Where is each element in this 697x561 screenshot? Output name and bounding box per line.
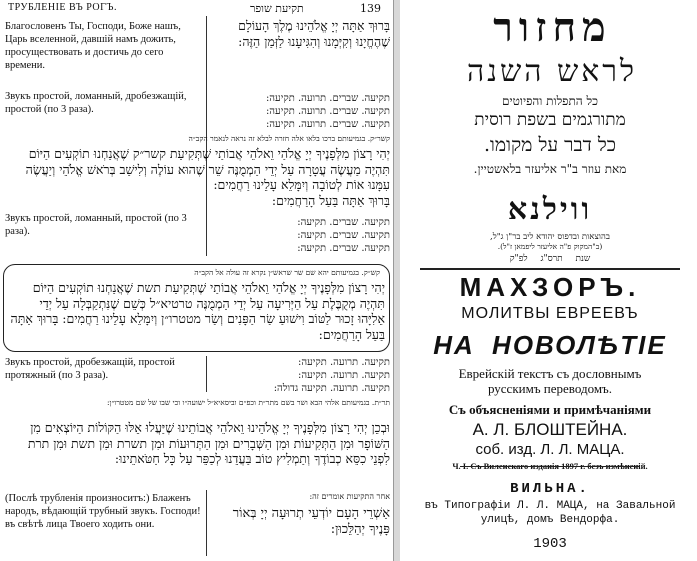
publisher-russian: соб. изд. Л. Л. МАЦА. <box>475 441 625 458</box>
kabbalistic-note-2: קש״ק. בגמיעותם יהא שם שר שראש״ן נקרא זה עולה אל הקב״ה <box>194 268 380 277</box>
hebrew-subtitle: לראש השנה <box>466 54 638 89</box>
sound-instruction-3: Звукъ простой, дробезжащій, простой протяжный (по 3 раза). <box>5 357 175 381</box>
sound-row: תקיעה. שברים. תרועה. תקיעה: <box>265 106 390 117</box>
imprint-line: улицѣ, домъ Вендорфа. <box>480 514 620 526</box>
divider-rule <box>420 268 680 270</box>
kabbalistic-note-3: תר״ת. בגמיעותם אלהי הבא ושר בשם מתר״ת וכפ״ם וביסאיא״ל ישועה״ו וכי שבו של שם מטטרו״ן: <box>107 398 390 407</box>
sound-row: תקיעה. תרועה. תקיעה גדולה: <box>273 383 390 394</box>
book-gutter <box>393 0 400 561</box>
sound-instruction-1: Звукъ простой, ломанный, дробезжащій, простой (по 3 раза). <box>5 91 187 115</box>
russian-holiday-line <box>410 330 690 361</box>
sound-row: תקיעה. שברים. תרועה. תקיעה: <box>265 93 390 104</box>
city-hebrew: ווילנא <box>507 192 593 227</box>
author-line-hebrew: מאת עוזר ב"ר אליעזר בלאשטיין. <box>473 162 627 176</box>
sound-row: תקיעה. שברים. תקיעה: <box>297 230 390 241</box>
sound-row: תקיעה. תרועה. תקיעה: <box>297 370 390 381</box>
russian-line: русскимъ переводомъ. <box>487 381 613 396</box>
divider-rule <box>460 466 640 467</box>
hebrew-running-head: תקיעת שופר <box>250 2 304 15</box>
blessing-hebrew: בָּרוּךְ אַתָּה יְיָ אֱלֹהֵינוּ מֶלֶךְ הָעוֹלָם שֶׁהֶחֱיָנוּ וְקִיְּמָנוּ וְהִגִּיעָנוּ לַזְּמַן הַזֶּה: <box>238 18 390 49</box>
sound-row: תקיעה. שברים. תקיעה: <box>297 243 390 254</box>
sound-instruction-2: Звукъ простой, ломанный, простой (по 3 раза). <box>5 213 187 237</box>
author-russian: А. Л. БЛОШТЕЙНА. <box>472 420 628 439</box>
printer-note-hebrew: (ב"המקוק פ"ה אליעזר ליפמאן ז"ל). <box>497 242 603 251</box>
prayer-2: יְהִי רָצוֹן מִלְּפָנֶיךָ יְיָ אֱלֹהַי וֵאלֹהֵי אֲבוֹתַי שֶׁתְּקִיעַת תשת שֶׁאֲנַחְנוּ תוֹקְעִים הַיּוֹם תִּהְיֶה מְקֻבֶּלֶת עַל הַיְּרִיעָה עַל יְדֵי הַמְמֻנֶּה טרטיא״ל כְּשֵׁם שֶׁנִּתְקַבְּלָה עַל יְדֵי אֵלִיָּהוּ זָכוּר לַטּוֹב וִישׁוּעַ שַׂר הַפָּנִים וְשַׂר מטטרו״ן וְיִמָּלֵא עָלֵינוּ רַחֲמִים: בָּרוּךְ אַתָּה בַּעַל הָרַחֲמִים: <box>10 280 385 342</box>
sound-row: תקיעה. שברים. תקיעה: <box>297 217 390 228</box>
year-hebrew: שנת תרס"ג לפ"ק <box>509 254 591 264</box>
column-divider <box>206 490 207 556</box>
russian-line: Съ объясненіями и примѣчаніями <box>448 402 652 417</box>
imprint-line: въ Типографіи Л. Л. МАЦА, на Завальной <box>424 500 676 512</box>
edition-line: Ч. I. Съ Виленскаго изданія 1897 г. безъ измѣненій. <box>452 461 648 471</box>
russian-title: МАХЗОРЪ. <box>459 272 641 302</box>
page-number: 139 <box>360 2 381 15</box>
prayer-3: וּבְכֵן יְהִי רָצוֹן מִלְּפָנֶיךָ יְיָ אֱלֹהֵינוּ וֵאלֹהֵי אֲבוֹתֵינוּ שֶׁיַּעֲלוּ אֵלּוּ הַקּוֹלוֹת הַיּוֹצְאִים מִן הַשּׁוֹפָר וּמִן הַתְּקִיעוֹת וּמִן הַשְּׁבָרִים וּמִן הַתְּרוּעוֹת וּמִן תשרת וּמִן תשת וּמִן תרת לִפְנֵי כִסֵּא כְבוֹדֶךָ וְתַמְלִיץ טוֹב בַּעֲדֵנוּ לְכַפֵּר עַל כָּל חַטֹּאתֵינוּ: <box>27 420 390 466</box>
sound-row: תקיעה. תרועה. תקיעה: <box>297 357 390 368</box>
russian-subtitle: МОЛИТВЫ ЕВРЕЕВЪ <box>461 305 639 322</box>
sound-row: תקיעה. שברים. תרועה. תקיעה: <box>265 119 390 130</box>
hebrew-line: כל דבר על מקומו. <box>483 134 617 156</box>
hebrew-title: מחזור <box>493 4 612 51</box>
russian-preposition: НА <box>433 330 475 360</box>
hebrew-line: כל התפלות והפיוטים <box>502 94 598 108</box>
hebrew-line: מתורגמים בשפת רוסית <box>474 110 626 130</box>
prayer-1-ending: בָּרוּךְ אַתָּה בַּעַל הָרַחֲמִים: <box>271 193 390 208</box>
blessing-russian: Благословенъ Ты, Господи, Боже нашъ, Царь вселенной, давшій намъ дожить, просуществовать и достичь до сего времени. <box>5 21 181 71</box>
title-page <box>400 0 697 561</box>
russian-holiday: НОВОЛѢТІЕ <box>492 330 667 360</box>
city-russian: ВИЛЬНА. <box>510 481 590 497</box>
russian-line: Еврейскій текстъ съ дословнымъ <box>458 366 642 381</box>
prayer-1: יְהִי רָצוֹן מִלְּפָנֶיךָ יְיָ אֱלֹהַי וֵאלֹהֵי אֲבוֹתַי שֶׁתְּקִיעַת קשר״ק שֶׁאֲנַחְנוּ תוֹקְעִים הַיּוֹם תִּהְיֶה מַעֲשֶׂה עֲטָרָה עַל יְדֵי הַמְמֻנֶּה שֵׁר שֶׁהוּא עוֹלֶה וְלִישַׁב בְּרֹאשׁ אֱלֹהֵי וְיַעֲשֶׂה עִמָּנוּ אוֹת לְטוֹבָה וְיִמָּלֵא עָלֵינוּ רַחֲמִים: <box>25 146 390 192</box>
running-head: ТРУБЛЕНІЕ ВЪ РОГЪ. <box>8 2 117 13</box>
printer-line-hebrew: בהוצאות ובדפוס יהודא ליב בר"ן ג"ל, <box>490 232 610 242</box>
publication-year: 1903 <box>533 536 567 552</box>
column-divider <box>206 356 207 392</box>
kabbalistic-note-1: קשר״ק. בגמיעותם ברכו בלאו אלה חזרה לבלא זה נראה לנאמר הקב״ה <box>188 134 390 143</box>
after-blowing-hebrew: אַשְׁרֵי הָעָם יוֹדְעֵי תְרוּעָה יְיָ בְּאוֹר פָּנֶיךָ יְהַלֵּכוּן: <box>232 506 390 537</box>
after-blowing-note: אחר התקיעות אומרים זה: <box>309 492 390 501</box>
after-blowing-russian: (Послѣ трубленія произноситъ:) Блаженъ народъ, вѣдающій трубный звукъ. Господи! въ свѣтѣ лица Твоего ходить они. <box>5 493 201 530</box>
